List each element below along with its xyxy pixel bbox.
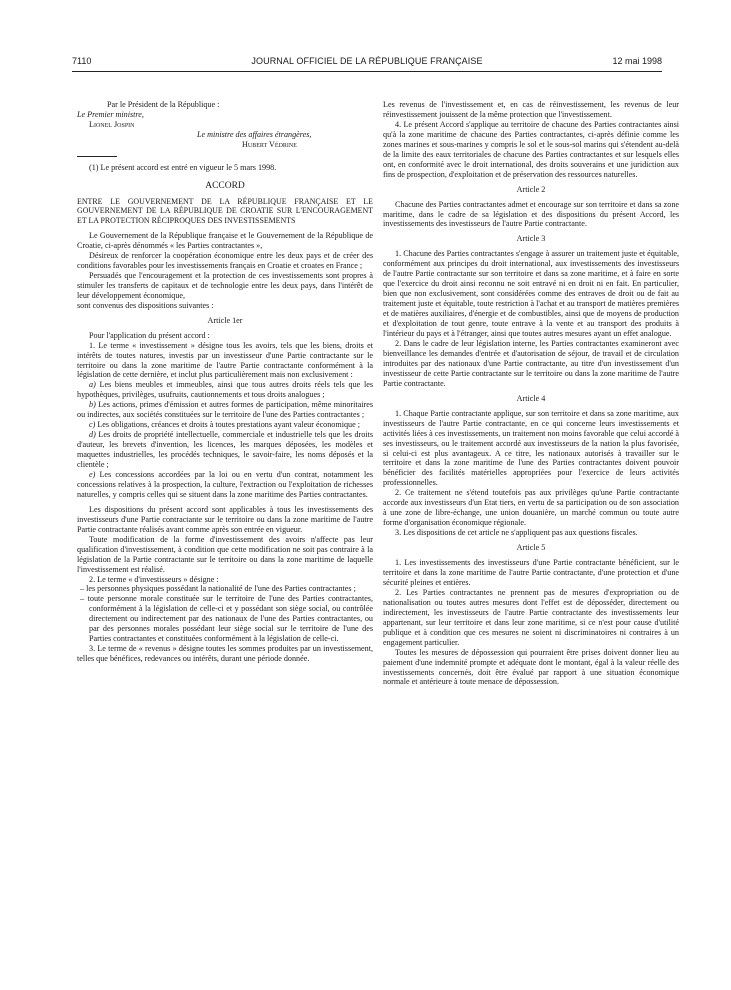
footnote: (1) Le présent accord est entré en vigueur le 5 mars 1998. — [89, 162, 277, 172]
accord-subtitle: ENTRE LE GOUVERNEMENT DE LA RÉPUBLIQUE FRANÇAISE ET LE GOUVERNEMENT DE LA RÉPUBLIQUE DE CROATIE SUR L'ENCOURAGEMENT ET LA PROTECTION RÉCIPROQUES DES INVESTISSEMENTS — [77, 196, 373, 226]
item-text: Les biens meubles et immeubles, ainsi que tous autres droits réels tels que les hypothèques, privilèges, usufruits, cautionnements et tous droits analogues ; — [77, 380, 373, 400]
paragraph: 2. Le terme « d'investisseurs » désigne : — [89, 574, 219, 584]
footnote-divider — [77, 156, 117, 157]
article-2-title: Article 2 — [516, 184, 546, 194]
signature-line: Le ministre des affaires étrangères, — [197, 129, 312, 139]
paragraph: 1. Les investissements des investisseurs d'une Partie contractante bénéficient, sur le territoire et dans la zone maritime de l'autre Partie contractante, d'une protection et d'une sécurité pleines et entières. — [383, 558, 679, 587]
item-label: c) — [89, 420, 96, 430]
paragraph: 2. Les Parties contractantes ne prennent pas de mesures d'expropriation ou de nationalisation ou toutes autres mesures dont l'effet est de déposséder, directement ou indirectement, les investisseurs de l'autre Partie contractante des investissements leur appartenant, sur leur territoire et dans leur zone maritime, si ce n'est pour cause d'utilité publique et à condition que ces mesures ne soient ni discriminatoires ni contraires à un engagement particulier. — [383, 587, 679, 647]
item-label: e) — [89, 469, 96, 479]
list-item — [77, 430, 373, 470]
paragraph: 2. Dans le cadre de leur législation interne, les Parties contractantes examineront avec bienveillance les demandes d'entrée et d'autorisation de séjour, de travail et de circulation introduites par des nationaux d'une Partie contractante, au titre d'un investissement d'un investisseur de cette Partie contractante sur le territoire ou dans la zone maritime de l'autre Partie contractante. — [383, 338, 679, 388]
paragraph: 1. Le terme « investissement » désigne tous les avoirs, tels que les biens, droits et intérêts de toutes natures, investis par un investisseur d'une Partie contractante sur le territoire ou dans la zone maritime de l'autre Partie contractante conformément à la législation de cette dernière, et inclut plus particulièrement mais non exclusivement : — [77, 340, 373, 380]
paragraph: Toutes les mesures de dépossession qui pourraient être prises doivent donner lieu au paiement d'une indemnité prompte et adéquate dont le montant, égal à la valeur réelle des investissements concernés, doit être évalué par rapport à une situation économique normale et antérieure à toute menace de dépossession. — [383, 647, 679, 687]
item-label: d) — [89, 430, 96, 440]
list-item — [77, 470, 373, 500]
list-item — [77, 380, 373, 400]
paragraph: 1. Chaque Partie contractante applique, sur son territoire et dans sa zone maritime, aux investisseurs de l'autre Partie contractante, en ce qui concerne leurs investissements et activités liées à ces investissements, un traitement non moins favorable que celui accordé à ses investisseurs, ou le traitement accordé aux investisseurs de la nation la plus favorisée, si celui-ci est plus avantageux. A ce titre, les nationaux autorisés à travailler sur le territoire et dans la zone maritime de l'une des Parties contractantes doivent pouvoir bénéficier des facilités matérielles appropriées pour l'exercice de leurs activités professionnelles. — [383, 408, 679, 488]
signature-name: Hubert Védrine — [242, 139, 297, 149]
journal-title: JOURNAL OFFICIEL DE LA RÉPUBLIQUE FRANÇAISE — [251, 56, 483, 66]
article-5-title: Article 5 — [516, 543, 546, 553]
page-header — [72, 57, 662, 72]
item-label: a) — [89, 380, 96, 390]
item-text: Les actions, primes d'émission et autres formes de participation, même minoritaires ou indirectes, aux sociétés constituées sur le territoire de l'une des Parties contractantes ; — [77, 400, 373, 420]
article-4-title: Article 4 — [516, 393, 546, 403]
article-3-title: Article 3 — [516, 234, 546, 244]
paragraph: Pour l'application du présent accord : — [89, 330, 210, 340]
paragraph: Les revenus de l'investissement et, en cas de réinvestissement, les revenus de leur réinvestissement jouissent de la même protection que l'investissement. — [383, 100, 679, 119]
dash-item: – les personnes physiques possédant la nationalité de l'une des Parties contractantes ; — [80, 584, 356, 594]
signature-block — [77, 100, 373, 150]
signature-name: Lionel Jospin — [89, 119, 135, 129]
left-column — [77, 100, 373, 664]
item-label: b) — [89, 400, 96, 410]
preamble-paragraph: Désireux de renforcer la coopération économique entre les deux pays et de créer des conditions favorables pour les investissements français en Croatie et croates en France ; — [77, 250, 373, 270]
paragraph: Chacune des Parties contractantes admet et encourage sur son territoire et dans sa zone maritime, dans le cadre de sa législation et des dispositions du présent Accord, les investissements des investisseurs de l'autre Partie contractante. — [383, 199, 679, 229]
paragraph: 4. Le présent Accord s'applique au territoire de chacune des Parties contractantes ainsi qu'à la zone maritime de chacune des Parties contractantes, ci-après définie comme les zones marines et sous-marines y compris le sol et le sous-sol marins qui s'étendent au-delà de la limite des eaux territoriales de chacune des Parties contractantes et sur lesquels elles ont, en conformité avec le droit international, des droits souverains et une juridiction aux fins de prospection, d'exploitation et de préservation des ressources naturelles. — [383, 119, 679, 179]
paragraph: 2. Ce traitement ne s'étend toutefois pas aux privilèges qu'une Partie contractante accorde aux investisseurs d'un Etat tiers, en vertu de sa participation ou de son association à une zone de libre-échange, une union douanière, un marché commun ou toute autre forme d'organisation économique régionale. — [383, 488, 679, 528]
paragraph: 1. Chacune des Parties contractantes s'engage à assurer un traitement juste et équitable, conformément aux principes du droit international, aux investissements des investisseurs de l'autre Partie contractante sur son territoire et dans sa zone maritime, et à faire en sorte que l'exercice du droit ainsi reconnu ne soit entravé ni en droit ni en fait. En particulier, bien que non exclusivement, sont considérées comme des entraves de droit ou de fait au traitement juste et équitable, toute restriction à l'achat et au transport de matières premières et de matières auxiliaires, d'énergie et de combustibles, ainsi que de moyens de production et d'exploitation de tout genre, toute entrave à la vente et au transport des produits à l'intérieur du pays et à l'étranger, ainsi que toutes autres mesures ayant un effet analogue. — [383, 249, 679, 339]
preamble-paragraph: sont convenus des dispositions suivantes : — [77, 300, 214, 310]
issue-date: 12 mai 1998 — [612, 56, 662, 66]
article-1-title: Article 1er — [207, 315, 243, 325]
item-text: Les concessions accordées par la loi ou en vertu d'un contrat, notamment les concessions relatives à la prospection, la culture, l'extraction ou l'exploitation de richesses naturelles, y compris celles qui se situent dans la zone maritime des Parties contractantes. — [77, 469, 373, 499]
item-text: Les droits de propriété intellectuelle, commerciale et industrielle tels que les droits d'auteur, les brevets d'invention, les licences, les marques déposées, les modèles et maquettes industrielles, les procédés techniques, le savoir-faire, les noms déposés et la clientèle ; — [77, 430, 373, 470]
preamble-paragraph: Persuadés que l'encouragement et la protection de ces investissements sont propres à stimuler les transferts de capitaux et de technologie entre les deux pays, dans l'intérêt de leur développement économique, — [77, 270, 373, 300]
paragraph: Toute modification de la forme d'investissement des avoirs n'affecte pas leur qualification d'investissement, à condition que cette modification ne soit pas contraire à la législation de la Partie contractante sur le territoire ou dans la zone maritime de laquelle l'investissement est réalisé. — [77, 534, 373, 574]
dash-item: – toute personne morale constituée sur le territoire de l'une des Parties contractantes, conformément à la législation de celle-ci et y possédant son siège social, ou contrôlée directement ou indirectement par des nationaux de l'une des Parties contractantes, ou par des personnes morales possédant leur siège social sur le territoire de l'une des Parties contractantes et constituées conformément à la législation de celle-ci. — [80, 594, 373, 644]
item-text: Les obligations, créances et droits à toutes prestations ayant valeur économique ; — [95, 420, 360, 430]
signature-line: Par le Président de la République : — [107, 100, 220, 109]
page-number: 7110 — [72, 56, 92, 66]
right-column — [383, 100, 679, 687]
list-item — [77, 420, 373, 430]
accord-title: ACCORD — [205, 180, 245, 191]
paragraph: 3. Le terme de « revenus » désigne toutes les sommes produites par un investissement, telles que bénéfices, redevances ou intérêts, durant une période donnée. — [77, 644, 373, 664]
preamble-paragraph: Le Gouvernement de la République française et le Gouvernement de la République de Croatie, ci-après dénommés « les Parties contractantes », — [77, 231, 373, 251]
signature-line: Le Premier ministre, — [77, 109, 144, 119]
list-item — [77, 400, 373, 420]
paragraph: 3. Les dispositions de cet article ne s'appliquent pas aux questions fiscales. — [395, 528, 638, 538]
paragraph: Les dispositions du présent accord sont applicables à tous les investissements des investisseurs d'une Partie contractante sur le territoire ou dans la zone maritime de l'autre Partie contractante réalisés avant comme après son entrée en vigueur. — [77, 504, 373, 534]
